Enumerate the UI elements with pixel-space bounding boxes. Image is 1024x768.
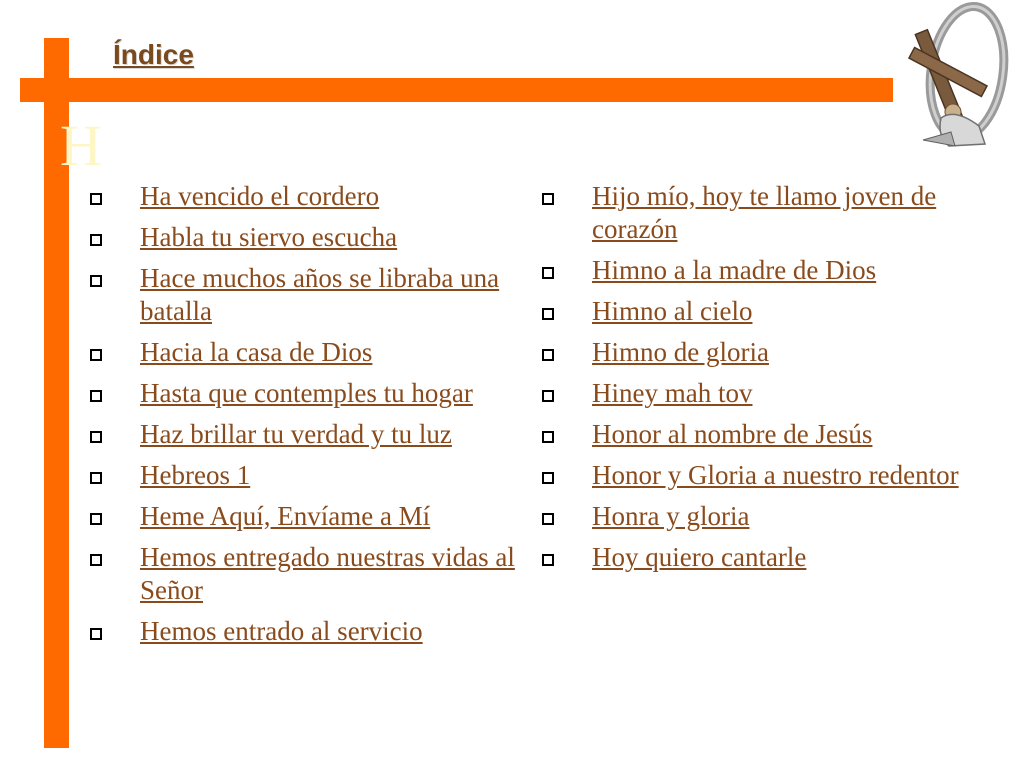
- square-bullet-icon: [90, 513, 102, 525]
- square-bullet-icon: [90, 554, 102, 566]
- square-bullet-icon: [90, 349, 102, 361]
- list-item: [88, 500, 518, 533]
- square-bullet-icon: [542, 193, 554, 205]
- square-bullet-icon: [542, 349, 554, 361]
- song-link[interactable]: Honor y Gloria a nuestro redentor: [592, 460, 959, 490]
- square-bullet-icon: [542, 554, 554, 566]
- square-bullet-icon: [542, 267, 554, 279]
- list-item: [540, 500, 985, 533]
- song-link[interactable]: Himno a la madre de Dios: [592, 255, 877, 285]
- list-item: [88, 262, 518, 328]
- song-link[interactable]: Hemos entrado al servicio: [140, 616, 423, 646]
- song-link[interactable]: Hijo mío, hoy te llamo joven de corazón: [592, 181, 937, 244]
- song-link[interactable]: Hasta que contemples tu hogar: [140, 378, 473, 408]
- cross-bearer-logo-icon: [893, 0, 1015, 160]
- list-item: [540, 459, 985, 492]
- song-link[interactable]: Ha vencido el cordero: [140, 181, 380, 211]
- list-item: [540, 336, 985, 369]
- song-link[interactable]: Habla tu siervo escucha: [140, 222, 398, 252]
- square-bullet-icon: [542, 390, 554, 402]
- list-item: [88, 418, 518, 451]
- song-link[interactable]: Heme Aquí, Envíame a Mí: [140, 501, 431, 531]
- list-item: [88, 221, 518, 254]
- square-bullet-icon: [90, 431, 102, 443]
- index-link[interactable]: Índice: [113, 39, 194, 70]
- list-item: [540, 254, 985, 287]
- song-link[interactable]: Hoy quiero cantarle: [592, 542, 807, 572]
- list-item: [88, 336, 518, 369]
- song-link[interactable]: Himno al cielo: [592, 296, 753, 326]
- accent-bar-horizontal: [20, 78, 893, 102]
- square-bullet-icon: [542, 308, 554, 320]
- song-link[interactable]: Hace muchos años se libraba una batalla: [140, 263, 500, 326]
- list-item: [88, 615, 518, 648]
- section-letter: H: [60, 113, 102, 178]
- list-item: [88, 377, 518, 410]
- song-list-right: [540, 180, 985, 582]
- square-bullet-icon: [90, 390, 102, 402]
- song-link[interactable]: Hebreos 1: [140, 460, 251, 490]
- list-item: [88, 541, 518, 607]
- list-item: [540, 295, 985, 328]
- list-item: [88, 180, 518, 213]
- square-bullet-icon: [90, 234, 102, 246]
- square-bullet-icon: [90, 193, 102, 205]
- list-item: [88, 459, 518, 492]
- list-item: [540, 180, 985, 246]
- song-link[interactable]: Hemos entregado nuestras vidas al Señor: [140, 542, 515, 605]
- song-link[interactable]: Hiney mah tov: [592, 378, 753, 408]
- song-link[interactable]: Honor al nombre de Jesús: [592, 419, 873, 449]
- square-bullet-icon: [90, 628, 102, 640]
- list-item: [540, 418, 985, 451]
- song-list-left: [88, 180, 518, 656]
- song-link[interactable]: Honra y gloria: [592, 501, 750, 531]
- square-bullet-icon: [90, 472, 102, 484]
- square-bullet-icon: [542, 431, 554, 443]
- song-link[interactable]: Haz brillar tu verdad y tu luz: [140, 419, 452, 449]
- square-bullet-icon: [542, 513, 554, 525]
- square-bullet-icon: [542, 472, 554, 484]
- song-link[interactable]: Himno de gloria: [592, 337, 769, 367]
- list-item: [540, 377, 985, 410]
- list-item: [540, 541, 985, 574]
- song-link[interactable]: Hacia la casa de Dios: [140, 337, 373, 367]
- square-bullet-icon: [90, 275, 102, 287]
